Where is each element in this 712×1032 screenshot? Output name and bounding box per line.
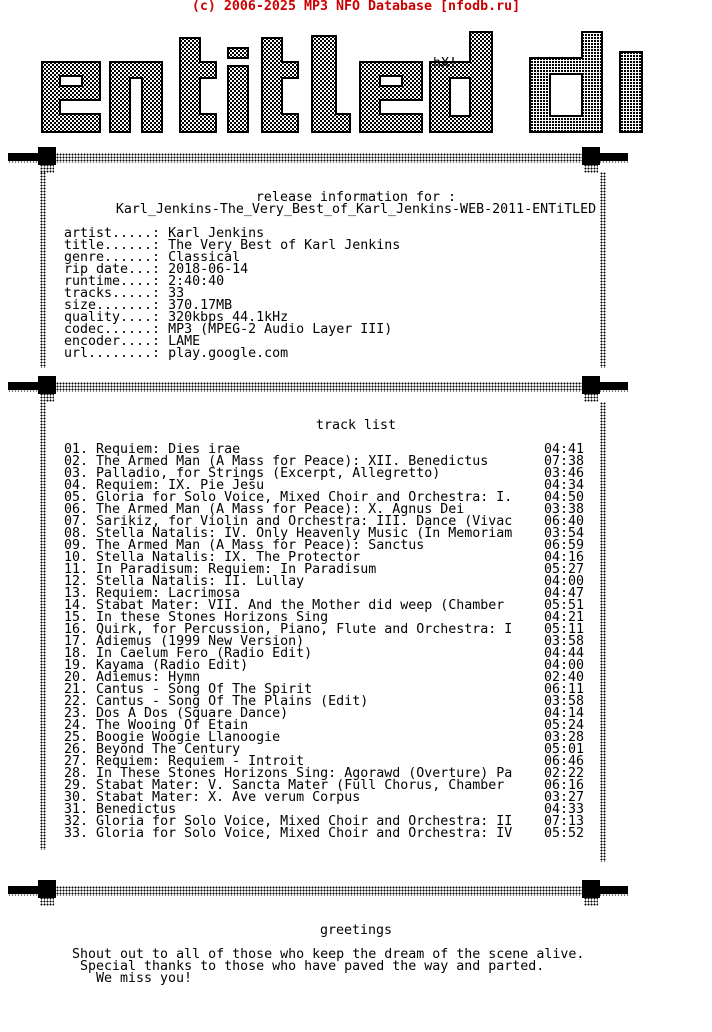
- track-duration: 03:54: [544, 526, 585, 541]
- section-border-top: [8, 147, 632, 173]
- track-title: 29. Stabat Mater: V. Sancta Mater (Full Chorus, Chamber: [64, 778, 505, 793]
- entitled-logo: [30, 22, 650, 142]
- track-duration: 06:59: [544, 538, 585, 553]
- track-title: 06. The Armed Man (A Mass for Peace): X. Agnus Dei: [64, 502, 465, 517]
- release-field-key: runtime....:: [64, 274, 161, 289]
- track-title: 20. Adiemus: Hymn: [64, 670, 201, 685]
- track-duration: 04:00: [544, 574, 585, 589]
- greetings-line: Special thanks to those who have paved the way and parted.: [80, 959, 545, 974]
- track-duration: 05:24: [544, 718, 585, 733]
- track-duration: 03:58: [544, 694, 585, 709]
- track-duration: 04:47: [544, 586, 585, 601]
- release-field-value: Classical: [168, 250, 241, 265]
- track-title: 12. Stella Natalis: II. Lullay: [64, 574, 305, 589]
- group-tag: hX!: [433, 56, 458, 71]
- track-title: 24. The Wooing Of Etain: [64, 718, 249, 733]
- track-duration: 06:46: [544, 754, 585, 769]
- release-field-key: encoder....:: [64, 334, 161, 349]
- track-title: 15. In these Stones Horizons Sing: [64, 610, 329, 625]
- release-heading: release information for :: [255, 190, 457, 205]
- track-duration: 04:00: [544, 658, 585, 673]
- track-duration: 06:16: [544, 778, 585, 793]
- track-duration: 04:33: [544, 802, 585, 817]
- track-duration: 04:44: [544, 646, 585, 661]
- track-title: 11. In Paradisum: Requiem: In Paradisum: [64, 562, 377, 577]
- release-field-value: 320kbps 44.1kHz: [168, 310, 289, 325]
- track-title: 31. Benedictus: [64, 802, 177, 817]
- track-title: 33. Gloria for Solo Voice, Mixed Choir and Orchestra: IV: [64, 826, 513, 841]
- track-duration: 05:27: [544, 562, 585, 577]
- track-title: 08. Stella Natalis: IV. Only Heavenly Music (In Memoriam: [64, 526, 513, 541]
- track-duration: 04:34: [544, 478, 585, 493]
- track-duration: 05:01: [544, 742, 585, 757]
- track-duration: 04:16: [544, 550, 585, 565]
- release-field-key: title......:: [64, 238, 161, 253]
- track-title: 22. Cantus - Song Of The Plains (Edit): [64, 694, 369, 709]
- track-title: 23. Dos A Dos (Square Dance): [64, 706, 289, 721]
- release-field-value: play.google.com: [168, 346, 289, 361]
- track-title: 04. Requiem: IX. Pie Jesu: [64, 478, 265, 493]
- track-title: 28. In These Stones Horizons Sing: Agorawd (Overture) Pa: [64, 766, 513, 781]
- section-border-top: [8, 376, 632, 402]
- track-title: 07. Sarikiz, for Violin and Orchestra: III. Dance (Vivac: [64, 514, 513, 529]
- track-row: [64, 828, 594, 840]
- track-title: 21. Cantus - Song Of The Spirit: [64, 682, 313, 697]
- track-duration: 05:11: [544, 622, 585, 637]
- track-title: 10. Stella Natalis: IX. The Protector: [64, 550, 361, 565]
- section-border-right: [600, 402, 606, 862]
- track-title: 02. The Armed Man (A Mass for Peace): XII. Benedictus: [64, 454, 489, 469]
- track-duration: 03:58: [544, 634, 585, 649]
- release-field-value: LAME: [168, 334, 201, 349]
- track-duration: 04:50: [544, 490, 585, 505]
- track-title: 05. Gloria for Solo Voice, Mixed Choir and Orchestra: I.: [64, 490, 513, 505]
- track-duration: 02:22: [544, 766, 585, 781]
- track-title: 01. Requiem: Dies irae: [64, 442, 241, 457]
- release-field-key: quality....:: [64, 310, 161, 325]
- copyright-banner: (c) 2006-2025 MP3 NFO Database [nfodb.ru]: [191, 0, 521, 14]
- release-field-value: 2:40:40: [168, 274, 225, 289]
- release-field-key: size.......:: [64, 298, 161, 313]
- section-border-left: [40, 402, 46, 850]
- track-title: 16. Quirk, for Percussion, Piano, Flute and Orchestra: I: [64, 622, 513, 637]
- track-title: 19. Kayama (Radio Edit): [64, 658, 249, 673]
- release-field-key: url........:: [64, 346, 161, 361]
- track-title: 17. Adiemus (1999 New Version): [64, 634, 305, 649]
- track-duration: 04:21: [544, 610, 585, 625]
- release-field-key: codec......:: [64, 322, 161, 337]
- track-duration: 03:38: [544, 502, 585, 517]
- release-name: Karl_Jenkins-The_Very_Best_of_Karl_Jenkins-WEB-2011-ENTiTLED: [115, 202, 597, 217]
- tracklist-heading: track list: [315, 418, 397, 433]
- track-title: 26. Beyond The Century: [64, 742, 241, 757]
- track-duration: 05:51: [544, 598, 585, 613]
- release-field-key: tracks.....:: [64, 286, 161, 301]
- release-field-key: genre......:: [64, 250, 161, 265]
- greetings-line: Shout out to all of those who keep the dream of the scene alive.: [72, 947, 585, 962]
- release-field-value: 33: [168, 286, 185, 301]
- track-duration: 03:28: [544, 730, 585, 745]
- release-field: [64, 348, 288, 360]
- track-title: 18. In Caelum Fero (Radio Edit): [64, 646, 313, 661]
- greetings-heading: greetings: [319, 923, 393, 938]
- release-field-key: artist.....:: [64, 226, 161, 241]
- track-title: 25. Boogie Woogie Llanoogie: [64, 730, 281, 745]
- track-duration: 07:13: [544, 814, 585, 829]
- track-duration: 06:40: [544, 514, 585, 529]
- greetings-line: We miss you!: [96, 971, 193, 986]
- track-title: 14. Stabat Mater: VII. And the Mother did weep (Chamber: [64, 598, 505, 613]
- release-field-value: The Very Best of Karl Jenkins: [168, 238, 401, 253]
- track-duration: 04:41: [544, 442, 585, 457]
- track-title: 13. Requiem: Lacrimosa: [64, 586, 241, 601]
- track-title: 03. Palladio, for Strings (Excerpt, Allegretto): [64, 466, 441, 481]
- track-title: 09. The Armed Man (A Mass for Peace): Sanctus: [64, 538, 425, 553]
- track-duration: 07:38: [544, 454, 585, 469]
- release-field-key: rip date...:: [64, 262, 161, 277]
- track-duration: 02:40: [544, 670, 585, 685]
- track-duration: 05:52: [544, 826, 585, 841]
- release-field-value: 370.17MB: [168, 298, 233, 313]
- release-field-value: Karl Jenkins: [168, 226, 265, 241]
- track-title: 27. Requiem: Requiem - Introit: [64, 754, 305, 769]
- track-title: 32. Gloria for Solo Voice, Mixed Choir and Orchestra: II: [64, 814, 513, 829]
- release-field-value: 2018-06-14: [168, 262, 249, 277]
- section-border-top: [8, 880, 632, 906]
- track-duration: 03:46: [544, 466, 585, 481]
- track-duration: 04:14: [544, 706, 585, 721]
- track-duration: 03:27: [544, 790, 585, 805]
- track-duration: 06:11: [544, 682, 585, 697]
- release-field-value: MP3 (MPEG-2 Audio Layer III): [168, 322, 393, 337]
- track-title: 30. Stabat Mater: X. Ave verum Corpus: [64, 790, 361, 805]
